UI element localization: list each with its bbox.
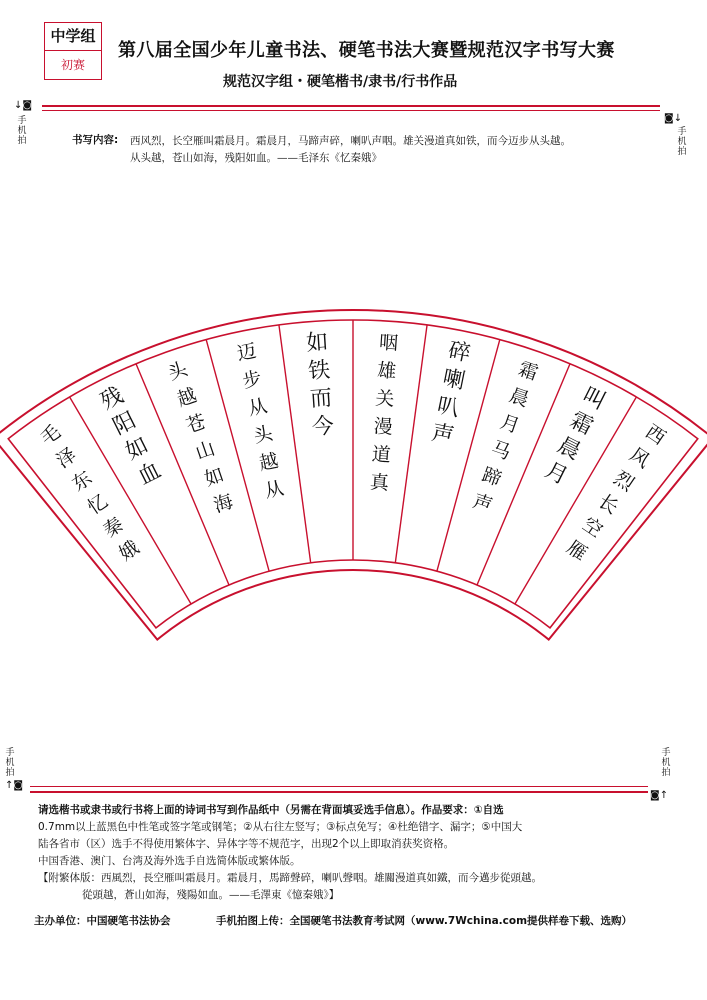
bottom-divider-thin <box>30 786 648 787</box>
page-title: 第八届全国少年儿童书法、硬笔书法大赛暨规范汉字书写大赛 <box>118 40 615 61</box>
fan-character: 苍 <box>183 410 209 438</box>
fan-character: 碎 <box>446 338 473 368</box>
fan-character: 秦 <box>99 513 128 543</box>
side-label-bottom-right: 手机拍 <box>661 748 671 778</box>
instruction-line: 中国香港、澳门、台湾及海外选手自选简体版或繁体版。 <box>38 855 301 867</box>
instruction-line: 请选楷书或隶书或行书将上面的诗词书写到作品纸中（另需在背面填妥选手信息）。作品要求：①自选 <box>38 804 504 816</box>
fan-character: 东 <box>68 466 97 496</box>
camera-icon: ◙ <box>650 790 660 801</box>
side-label-top-right: 手机拍 <box>677 127 687 157</box>
fan-character: 海 <box>210 490 236 518</box>
fan-character: 关 <box>374 387 396 411</box>
instructions <box>38 802 678 904</box>
instruction-line: 陆各省市（区）选手不得使用繁体字、异体字等不规范字，出现2个以上即取消获奖资格。 <box>38 838 455 850</box>
camera-icon: ◙ <box>664 113 674 124</box>
fan-character: 月 <box>497 410 523 438</box>
fan-character: 月 <box>540 457 572 491</box>
camera-icon: ◙ <box>13 780 24 791</box>
fan-character: 马 <box>488 437 514 465</box>
fan-character: 从 <box>246 394 270 421</box>
fan-character: 声 <box>429 420 456 450</box>
fan-character: 如 <box>121 432 153 466</box>
side-label-top-left: 手机拍 <box>17 116 27 146</box>
fan-character: 毛 <box>36 420 65 450</box>
fan-character: 烈 <box>609 466 638 496</box>
fan-character: 铁 <box>307 357 332 385</box>
fan-character: 晨 <box>553 432 585 466</box>
fan-character: 蹄 <box>479 463 505 491</box>
fan-character: 道 <box>371 443 392 467</box>
fan-character: 越 <box>174 384 200 412</box>
camera-marker-top-left: ↓◙ <box>14 100 33 111</box>
fan-character: 血 <box>134 457 166 491</box>
fan-character: 而 <box>309 385 333 413</box>
fan-character: 西 <box>641 420 670 450</box>
side-label-bottom-left: 手机拍 <box>5 748 15 778</box>
camera-marker-top-right: ◙↓ <box>664 113 683 124</box>
page-subtitle: 规范汉字组・硬笔楷书/隶书/行书作品 <box>223 74 458 90</box>
fan-character: 今 <box>311 413 335 441</box>
fan-character: 霜 <box>565 407 597 441</box>
fan-character: 迈 <box>235 339 259 366</box>
fan-character: 空 <box>578 513 607 543</box>
camera-icon: ◙ <box>22 100 33 111</box>
fan-character: 山 <box>192 437 218 465</box>
fan-character: 头 <box>165 357 191 385</box>
camera-marker-bottom-right: ◙↑ <box>650 790 669 801</box>
fan-character: 泽 <box>52 443 81 473</box>
instruction-line: 從頭越，蒼山如海，殘陽如血。——毛澤東《憶秦娥》】 <box>82 889 340 901</box>
fan-divider <box>395 325 427 563</box>
fan-character: 娥 <box>115 536 144 566</box>
fan-character: 风 <box>625 443 654 473</box>
instruction-line: 0.7mm以上蓝黑色中性笔或签字笔或钢笔；②从右往左竖写；③标点免写；④杜绝错字、漏字；⑤中国大 <box>38 821 523 833</box>
fan-character: 喇 <box>440 365 468 395</box>
bottom-divider <box>30 791 648 793</box>
organizer: 主办单位：中国硬笔书法协会 <box>34 915 171 927</box>
fan-character: 漫 <box>372 415 394 439</box>
fan-character: 步 <box>240 367 264 393</box>
fan-character: 霜 <box>515 357 541 385</box>
fan-character: 雁 <box>562 536 591 566</box>
fan-character: 声 <box>470 490 496 518</box>
content-line-1: 西风烈，长空雁叫霜晨月。霜晨月，马蹄声碎，喇叭声咽。雄关漫道真如铁，而今迈步从头越。 <box>130 135 571 147</box>
fan-character: 从 <box>262 477 286 503</box>
fan-character: 真 <box>369 471 390 495</box>
instruction-line: 【附繁体版：西風烈，長空雁叫霜晨月。霜晨月，馬蹄聲碎，喇叭聲咽。雄關漫道真如鐵，而今邁步從頭越。 <box>38 872 542 884</box>
fan-character: 雄 <box>376 359 398 383</box>
badge-group: 中学组 <box>45 23 101 51</box>
fan-character: 越 <box>257 449 281 476</box>
fan-character: 阳 <box>109 407 141 441</box>
upload-info: 手机拍图上传：全国硬笔书法教育考试网（www.7Wchina.com提供样卷下载、选购） <box>216 915 633 927</box>
fan-character: 残 <box>96 382 128 416</box>
fan-character: 忆 <box>83 490 112 519</box>
fan-character: 如 <box>201 463 227 491</box>
badge-stage: 初赛 <box>60 58 85 72</box>
content-line-2: 从头越，苍山如海，残阳如血。——毛泽东《忆秦娥》 <box>130 152 382 164</box>
fan-character: 如 <box>305 329 330 357</box>
fan-character: 叫 <box>578 382 610 416</box>
fan-character: 晨 <box>506 384 532 412</box>
fan-character: 咽 <box>378 331 399 355</box>
fan-divider <box>279 325 311 563</box>
content-label: 书写内容: <box>72 134 119 146</box>
fan-character: 长 <box>594 490 623 519</box>
camera-marker-bottom-left: ↑◙ <box>5 780 24 791</box>
fan-character: 头 <box>251 422 275 448</box>
fan-character: 叭 <box>435 393 462 422</box>
